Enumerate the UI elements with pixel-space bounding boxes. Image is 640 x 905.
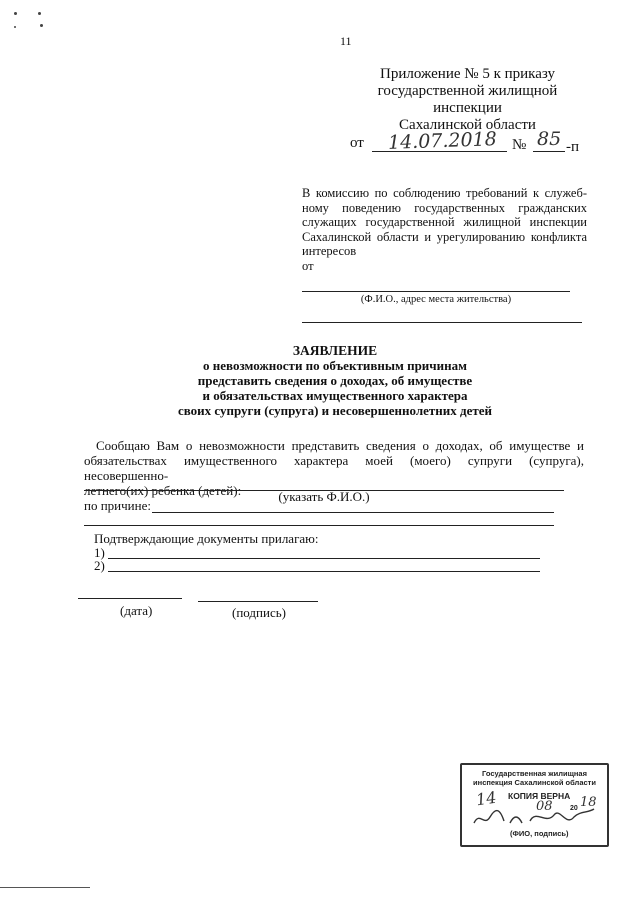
addressee-line-4: Сахалинской области и урегулированию конфликта xyxy=(302,229,587,244)
appendix-number-suffix: -п xyxy=(566,139,580,155)
addressee-line-2: ному поведению государственных гражданских xyxy=(302,200,587,215)
appendix-from-label: от xyxy=(350,135,364,151)
scan-speck xyxy=(38,12,41,15)
reason-label: по причине: xyxy=(84,498,151,513)
title-sub-4: своих супруги (супруга) и несовершеннолетних детей xyxy=(177,403,493,418)
addressee-caption: (Ф.И.О., адрес места жительства) xyxy=(360,294,512,305)
stamp-line-4: 20 xyxy=(570,805,578,812)
date-line xyxy=(78,598,182,599)
title-sub-2: представить сведения о доходах, об имуществе xyxy=(197,373,473,388)
title-main: ЗАЯВЛЕНИЕ xyxy=(292,343,378,358)
appendix-number-line xyxy=(533,151,565,152)
stamp-year-handwritten: 18 xyxy=(580,795,597,810)
bottom-margin-line xyxy=(0,887,90,888)
doc-item-1-line xyxy=(108,558,540,559)
addressee-block xyxy=(302,186,587,273)
body-line-2: обязательствах имущественного характера моей (моего) супруги (супруга), несовершенно- xyxy=(84,453,584,483)
stamp-month-handwritten: 08 xyxy=(536,799,553,814)
reason-line-2 xyxy=(84,525,554,526)
doc-item-2: 2) xyxy=(94,558,105,573)
addressee-line-3: служащих государственной жилищной инспекции xyxy=(302,215,587,229)
appendix-date-handwritten: 14.07.2018 xyxy=(387,128,498,154)
fio-caption: (указать Ф.И.О.) xyxy=(278,489,370,504)
body-line-3: летнего(их) ребенка (детей): xyxy=(84,483,242,498)
body-line-1: Сообщаю Вам о невозможности представить сведения о доходах, об имуществе и xyxy=(96,438,584,453)
scan-speck xyxy=(40,24,43,27)
stamp-line-5: (ФИО, подпись) xyxy=(510,829,569,838)
appendix-line-2: государственной жилищной xyxy=(377,83,558,99)
appendix-line-3: инспекции xyxy=(433,100,502,116)
addressee-fio-line xyxy=(302,291,570,292)
signature-line xyxy=(198,601,318,602)
statement-title xyxy=(120,343,550,418)
appendix-line-4: Сахалинской области xyxy=(399,117,536,133)
appendix-line-1: Приложение № 5 к приказу xyxy=(380,66,555,82)
page-number: 11 xyxy=(340,34,352,48)
scan-speck xyxy=(14,26,16,28)
scan-speck xyxy=(14,12,17,15)
addressee-address-line xyxy=(302,322,582,323)
reason-line xyxy=(152,512,554,513)
stamp-day-handwritten: 14 xyxy=(474,787,498,810)
doc-item-2-line xyxy=(108,571,540,572)
stamp-line-3: КОПИЯ ВЕРНА xyxy=(508,791,571,801)
title-sub-3: и обязательствах имущественного характера xyxy=(202,388,468,403)
docs-label: Подтверждающие документы прилагаю: xyxy=(94,531,319,546)
stamp-line-2: инспекция Сахалинской области xyxy=(473,778,596,787)
appendix-block xyxy=(360,66,575,134)
stamp-line-1: Государственная жилищная xyxy=(482,769,587,778)
appendix-number-label: № xyxy=(512,137,527,153)
addressee-line-5: интересов xyxy=(302,244,357,258)
date-caption: (дата) xyxy=(120,603,153,618)
addressee-from: от xyxy=(302,258,314,273)
title-sub-1: о невозможности по объективным причинам xyxy=(203,358,467,373)
signature-caption: (подпись) xyxy=(232,605,286,620)
doc-item-1: 1) xyxy=(94,545,105,560)
addressee-line-1: В комиссию по соблюдению требований к служеб- xyxy=(302,186,587,200)
stamp-signature xyxy=(470,805,600,831)
appendix-number-handwritten: 85 xyxy=(537,128,562,150)
certification-stamp xyxy=(460,763,609,847)
